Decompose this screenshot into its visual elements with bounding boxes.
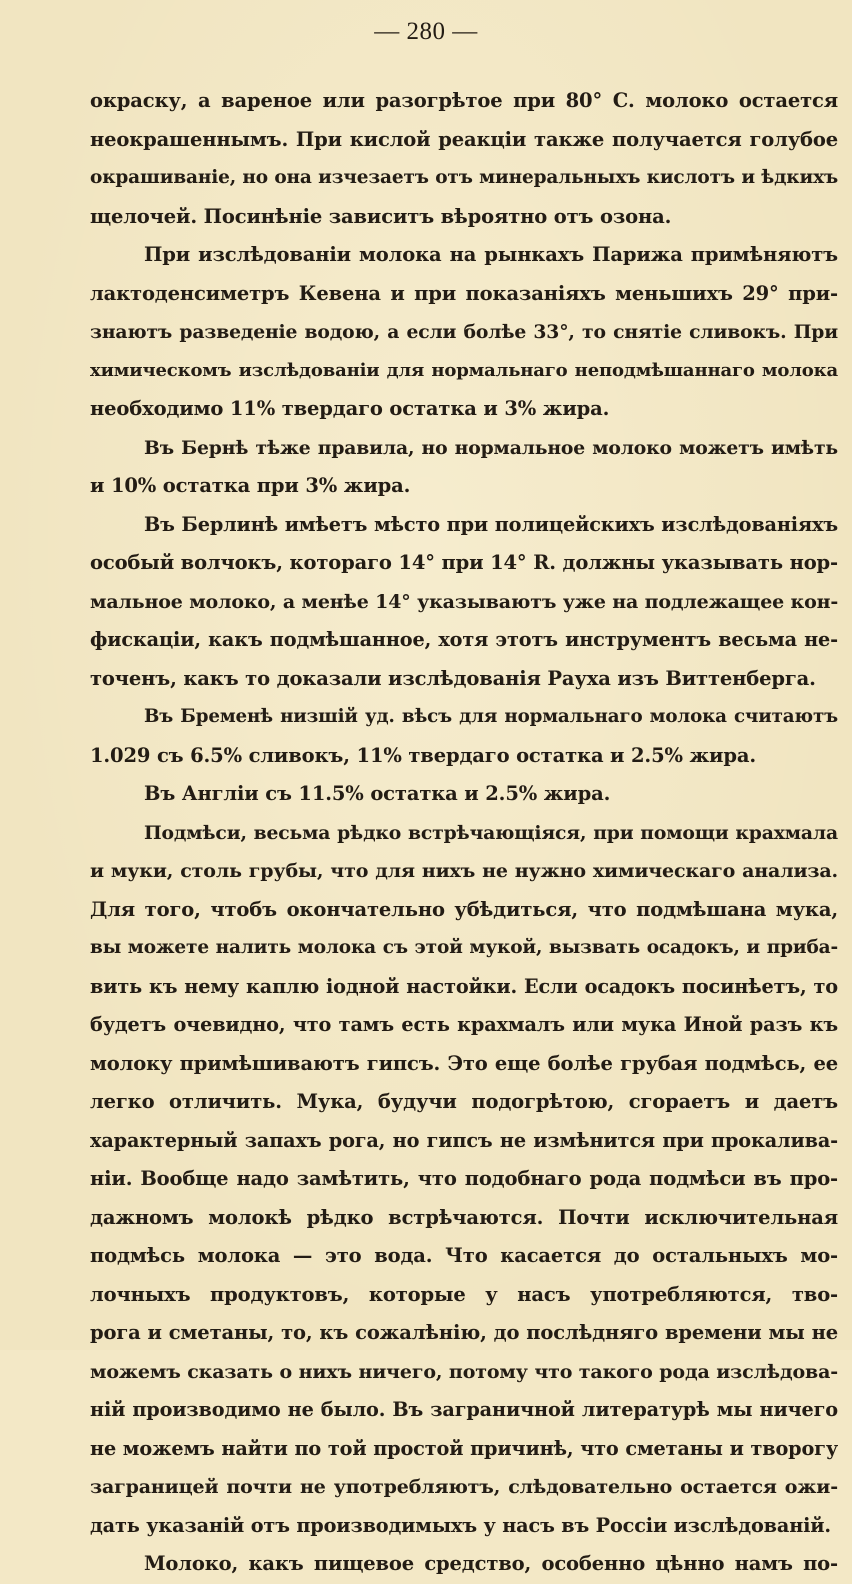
text-line-content: точенъ, какъ то доказали изслѣдованія Рауха изъ Виттенберга. [90,666,816,690]
text-line-content: заграницей почти не употребляютъ, слѣдовательно остается ожи- [90,1476,838,1498]
text-line [90,544,838,583]
text-line [90,814,838,853]
text-line [90,1353,838,1392]
text-line-content: Въ Англіи съ 11.5% остатка и 2.5% жира. [144,782,611,805]
text-line-content: мальное молоко, а менѣе 14° указываютъ уже на подлежащее кон- [90,590,838,613]
text-line [90,660,838,699]
text-line [90,1430,838,1469]
text-line [90,852,838,891]
text-line-content: щелочей. Посинѣніе зависитъ вѣроятно отъ озона. [90,204,672,228]
text-line [90,352,838,391]
text-line [90,737,838,776]
text-line-content: и муки, столь грубы, что для нихъ не нужно химическаго анализа. [90,860,838,882]
text-line-content: химическомъ изслѣдованіи для нормальнаго неподмѣшаннаго молока [90,359,838,381]
text-line-content: не можемъ найти по той простой причинѣ, что сметаны и творогу [90,1436,838,1460]
text-line [90,968,838,1007]
text-line-content: вить къ нему каплю іодной настойки. Если осадокъ посинѣетъ, то [90,974,838,998]
text-line [90,467,838,506]
text-line-content: особый волчокъ, котораго 14° при 14° R. должны указывать нор- [90,551,838,574]
text-line-content: знаютъ разведеніе водою, а если болѣе 33°, то снятіе сливокъ. При [90,321,838,343]
text-line-content: необходимо 11% твердаго остатка и 3% жира. [90,397,610,420]
text-line-content: Въ Бременѣ низшій уд. вѣсъ для нормальнаго молока считаютъ [144,706,838,727]
text-line [90,506,838,545]
text-line [90,1237,838,1276]
text-line-content: вы можете налить молока съ этой мукой, вызвать осадокъ, и приба- [90,937,838,958]
body-text [90,82,838,1584]
text-line-content: фискаціи, какъ подмѣшанное, хотя этотъ инструментъ весьма не- [90,628,838,651]
text-line [90,1045,838,1084]
text-line [90,1507,838,1546]
text-line [90,1083,838,1122]
text-line-content: подмѣсь молока — это вода. Что касается до остальныхъ мо- [90,1244,838,1267]
text-line [90,236,838,275]
text-line [90,1314,838,1353]
text-line [90,929,838,968]
text-line-content: будетъ очевидно, что тамъ есть крахмалъ или мука Иной разъ къ [90,1013,838,1036]
text-line [90,159,838,198]
text-line-content: рога и сметаны, то, къ сожалѣнію, до послѣдняго времени мы не [90,1321,838,1344]
text-line-content: неокрашеннымъ. При кислой реакціи также получается голубое [90,127,838,151]
text-line [90,891,838,930]
text-line [90,121,838,160]
text-line-content: молоку примѣшиваютъ гипсъ. Это еще болѣе грубая подмѣсь, ее [90,1051,838,1075]
text-line [90,1545,838,1584]
text-line [90,390,838,429]
text-line-content: 1.029 съ 6.5% сливокъ, 11% твердаго остатка и 2.5% жира. [90,743,756,767]
text-line [90,82,838,121]
text-line-content: Для того, чтобъ окончательно убѣдиться, что подмѣшана мука, [90,897,838,921]
text-line [90,698,838,737]
text-line-content: Въ Бернѣ тѣже правила, но нормальное молоко можетъ имѣть [144,436,838,459]
text-line-content: можемъ сказать о нихъ ничего, потому что такого рода изслѣдова- [90,1360,838,1383]
text-line [90,621,838,660]
text-line-content: Молоко, какъ пищевое средство, особенно цѣнно намъ по- [144,1552,838,1575]
text-line-content: При изслѣдованіи молока на рынкахъ Парижа примѣняютъ [144,243,838,266]
text-line [90,583,838,622]
text-line [90,1391,838,1430]
text-line [90,1468,838,1507]
text-line-content: дать указаній отъ производимыхъ у насъ въ Россіи изслѣдованій. [90,1513,831,1537]
text-line-content: ніи. Вообще надо замѣтить, что подобнаго рода подмѣси въ про- [90,1167,838,1190]
text-line-content: окраску, а вареное или разогрѣтое при 80° С. молоко остается [90,89,838,112]
text-line [90,1006,838,1045]
text-line-content: легко отличить. Мука, будучи подогрѣтою, сгораетъ и даетъ [90,1090,838,1113]
text-line-content: характерный запахъ рога, но гипсъ не измѣнится при прокалива- [90,1128,838,1152]
text-line [90,775,838,814]
text-line-content: лочныхъ продуктовъ, которые у насъ употребляются, тво- [90,1282,838,1306]
text-line-content: и 10% остатка при 3% жира. [90,474,411,497]
text-line [90,275,838,314]
text-line [90,1276,838,1315]
text-line [90,198,838,237]
text-line-content: ній производимо не было. Въ заграничной литературѣ мы ничего [90,1398,838,1421]
text-line [90,429,838,468]
page-number: — 280 — [374,18,478,45]
text-line-content: Подмѣси, весьма рѣдко встрѣчающіяся, при помощи крахмала [144,821,838,844]
text-line-content: лактоденсиметръ Кевена и при показаніяхъ меньшихъ 29° при- [90,281,838,305]
text-line [90,1160,838,1199]
text-line [90,1199,838,1238]
text-line [90,1122,838,1161]
text-line-content: дажномъ молокѣ рѣдко встрѣчаются. Почти исключительная [90,1205,838,1229]
text-line-content: Въ Берлинѣ имѣетъ мѣсто при полицейскихъ изслѣдованіяхъ [144,512,838,536]
text-line [90,313,838,352]
text-line-content: окрашиваніе, но она изчезаетъ отъ минеральныхъ кислотъ и ѣдкихъ [90,167,838,188]
